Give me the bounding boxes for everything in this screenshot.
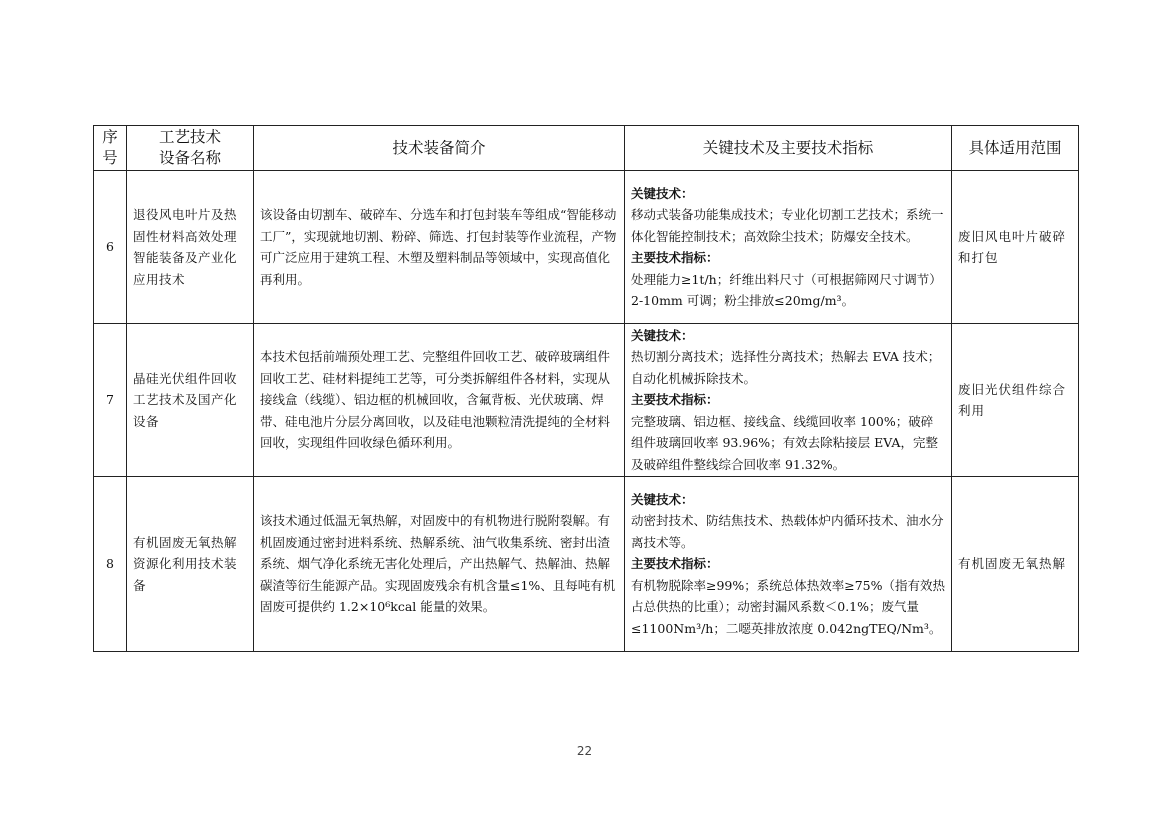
key-tech-text: 热切割分离技术；选择性分离技术；热解去 EVA 技术；自动化机械拆除技术。 <box>631 349 941 386</box>
equipment-name: 退役风电叶片及热固性材料高效处理智能装备及产业化应用技术 <box>127 171 254 324</box>
key-tech-label: 关键技术： <box>631 185 694 201</box>
row-number: 8 <box>94 477 127 652</box>
key-tech-cell <box>625 477 952 652</box>
scope-cell: 废旧风电叶片破碎和打包 <box>952 171 1079 324</box>
header-seq <box>94 126 127 171</box>
header-tech: 关键技术及主要技术指标 <box>625 126 952 171</box>
key-tech-text: 移动式装备功能集成技术；专业化切割工艺技术；系统一体化智能控制技术；高效除尘技术；防爆安全技术。 <box>631 207 944 244</box>
key-tech-label: 关键技术： <box>631 491 694 507</box>
equipment-name: 有机固废无氧热解资源化利用技术装备 <box>127 477 254 652</box>
main-index-label: 主要技术指标： <box>631 250 719 265</box>
table-row <box>94 171 1079 324</box>
key-tech-cell <box>625 171 952 324</box>
main-index-label: 主要技术指标： <box>631 556 719 572</box>
row-number: 6 <box>94 171 127 324</box>
row-number: 7 <box>94 324 127 477</box>
header-seq-line2: 号 <box>102 149 118 167</box>
scope-cell: 废旧光伏组件综合利用 <box>952 324 1079 477</box>
table-row <box>94 324 1079 477</box>
header-intro: 技术装备简介 <box>254 126 625 171</box>
table-header-row <box>94 126 1079 171</box>
key-tech-text: 动密封技术、防结焦技术、热载体炉内循环技术、油水分离技术等。 <box>631 513 944 550</box>
key-tech-label: 关键技术： <box>631 327 694 343</box>
equipment-intro: 该技术通过低温无氧热解，对固废中的有机物进行脱附裂解。有机固废通过密封进料系统、热解系统、油气收集系统、密封出渣系统、烟气净化系统无害化处理后，产出热解气、热解油、热解碳渣等衍生能源产品。实现固废残余有机含量≤1%、且每吨有机固废可提供约 1.2×10⁶kcal 能量的效果。 <box>254 477 625 652</box>
header-name <box>127 126 254 171</box>
table-row <box>94 477 1079 652</box>
main-index-text: 完整玻璃、铝边框、接线盒、线缆回收率 100%；破碎组件玻璃回收率 93.96%；有效去除粘接层 EVA，完整及破碎组件整线综合回收率 91.32%。 <box>631 413 938 472</box>
scope-cell: 有机固废无氧热解 <box>952 477 1079 652</box>
page-number: 22 <box>576 744 593 758</box>
equipment-name: 晶硅光伏组件回收工艺技术及国产化设备 <box>127 324 254 477</box>
equipment-intro: 本技术包括前端预处理工艺、完整组件回收工艺、破碎玻璃组件回收工艺、硅材料提纯工艺等，可分类拆解组件各材料，实现从接线盒（线缆）、铝边框的机械回收，含氟背板、光伏玻璃、焊带、硅电池片分层分离回收，以及硅电池颗粒清洗提纯的全材料回收，实现组件回收绿色循环利用。 <box>254 324 625 477</box>
key-tech-cell <box>625 324 952 477</box>
header-name-line1: 工艺技术 <box>158 128 221 146</box>
tech-equipment-table <box>93 125 1079 652</box>
main-index-label: 主要技术指标： <box>631 392 719 408</box>
header-seq-line1: 序 <box>102 128 118 146</box>
main-index-text: 有机物脱除率≥99%；系统总体热效率≥75%（指有效热占总供热的比重）；动密封漏风系数＜0.1%；废气量≤1100Nm³/h；二噁英排放浓度 0.042ngTEQ/Nm³。 <box>631 577 946 636</box>
main-index-text: 处理能力≥1t/h；纤维出料尺寸（可根据筛网尺寸调节）2-10mm 可调；粉尘排放≤20mg/m³。 <box>631 271 942 308</box>
header-scope: 具体适用范围 <box>952 126 1079 171</box>
equipment-intro: 该设备由切割车、破碎车、分选车和打包封装车等组成“智能移动工厂”，实现就地切割、粉碎、筛选、打包封装等作业流程，产物可广泛应用于建筑工程、木塑及塑料制品等领域中，实现高值化再利用。 <box>254 171 625 324</box>
header-name-line2: 设备名称 <box>158 149 221 167</box>
